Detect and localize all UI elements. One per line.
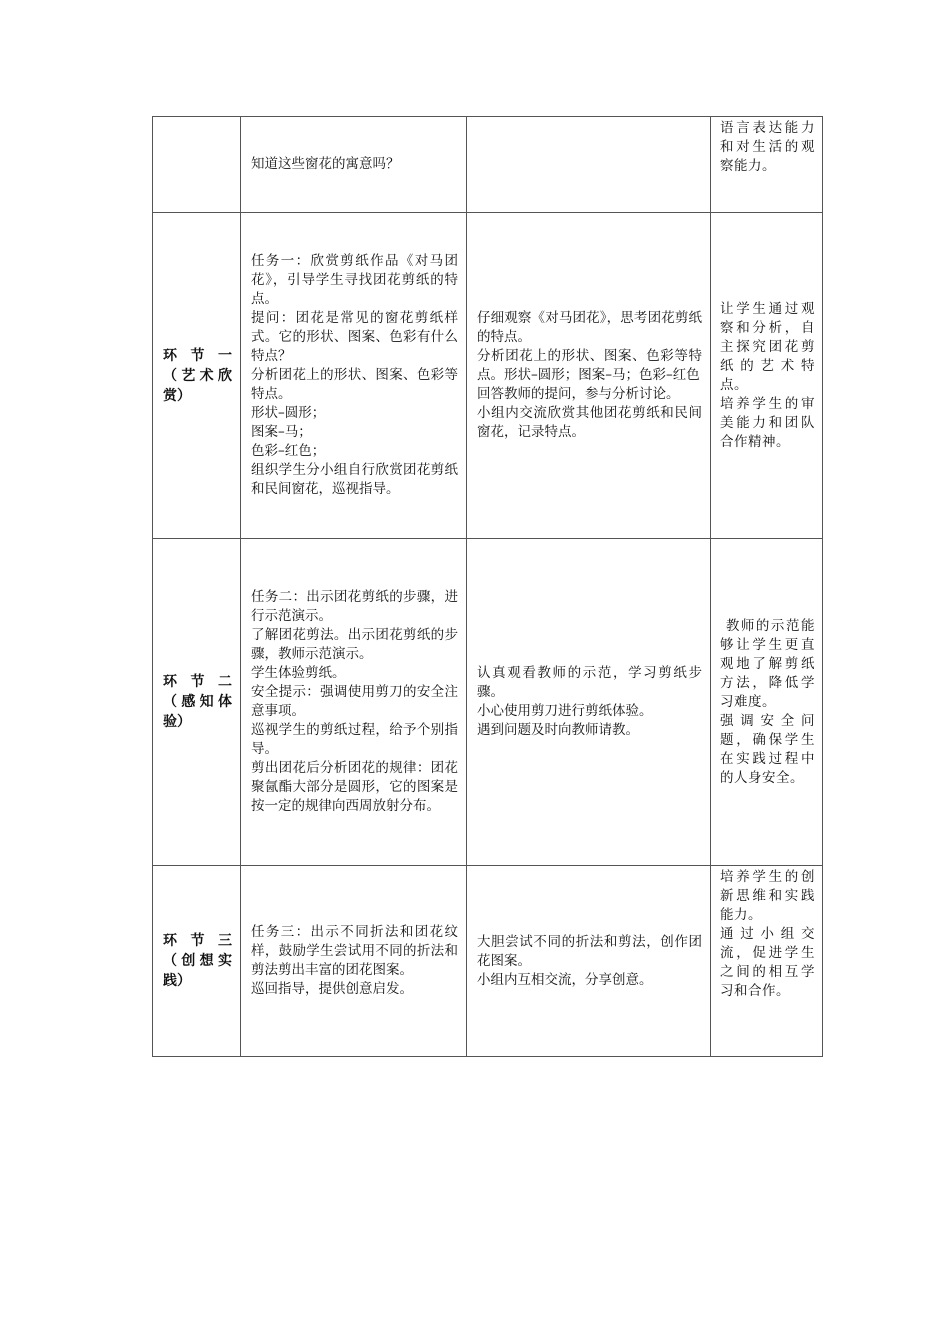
teacher-activity-cell: 任务一：欣赏剪纸作品《对马团花》，引导学生寻找团花剪纸的特点。 提问：团花是常见的窗花剪纸样式。它的形状、图案、色彩有什么特点？ 分析团花上的形状、图案、色彩等特点。 形状–圆形； 图案–马； 色彩–红色； 组织学生分小组自行欣赏团花剪纸和民间窗花，巡视指导。 xyxy=(241,213,467,539)
stage-cell: 环节二（感知体验） xyxy=(153,539,241,866)
teacher-activity-cell: 任务三：出示不同折法和团花纹样，鼓励学生尝试用不同的折法和剪法剪出丰富的团花图案。 巡回指导，提供创意启发。 xyxy=(241,866,467,1057)
stage-cell xyxy=(153,117,241,213)
student-activity-cell: 认真观看教师的示范，学习剪纸步骤。 小心使用剪刀进行剪纸体验。 遇到问题及时向教师请教。 xyxy=(467,539,711,866)
stage-cell: 环节三（创想实践） xyxy=(153,866,241,1057)
teacher-activity-cell: 任务二：出示团花剪纸的步骤，进行示范演示。 了解团花剪法。出示团花剪纸的步骤，教师示范演示。 学生体验剪纸。 安全提示：强调使用剪刀的安全注意事项。 巡视学生的剪纸过程，给予个别指导。 剪出团花后分析团花的规律：团花聚氤酯大部分是圆形，它的图案是按一定的规律向西周放射分布。 xyxy=(241,539,467,866)
design-intent-cell: 培养学生的创新思维和实践能力。 通过小组交流，促进学生之间的相互学习和合作。 xyxy=(711,866,823,1057)
table-row xyxy=(153,213,823,539)
student-activity-cell: 大胆尝试不同的折法和剪法，创作团花图案。 小组内互相交流，分享创意。 xyxy=(467,866,711,1057)
design-intent-cell: 语言表达能力和对生活的观察能力。 xyxy=(711,117,823,213)
design-intent-cell: 让学生通过观察和分析，自主探究团花剪纸的艺术特点。 培养学生的审美能力和团队合作精神。 xyxy=(711,213,823,539)
stage-cell: 环节一（艺术欣赏） xyxy=(153,213,241,539)
teacher-activity-cell: 知道这些窗花的寓意吗？ xyxy=(241,117,467,213)
table-row xyxy=(153,117,823,213)
lesson-plan-table xyxy=(152,116,823,1057)
student-activity-cell: 仔细观察《对马团花》，思考团花剪纸的特点。 分析团花上的形状、图案、色彩等特点。形状–圆形；图案–马；色彩–红色 回答教师的提问，参与分析讨论。 小组内交流欣赏其他团花剪纸和民间窗花，记录特点。 xyxy=(467,213,711,539)
design-intent-cell: 教师的示范能够让学生更直观地了解剪纸方法，降低学习难度。 强调安全问题，确保学生在实践过程中的人身安全。 xyxy=(711,539,823,866)
student-activity-cell xyxy=(467,117,711,213)
table-row xyxy=(153,539,823,866)
table-row xyxy=(153,866,823,1057)
